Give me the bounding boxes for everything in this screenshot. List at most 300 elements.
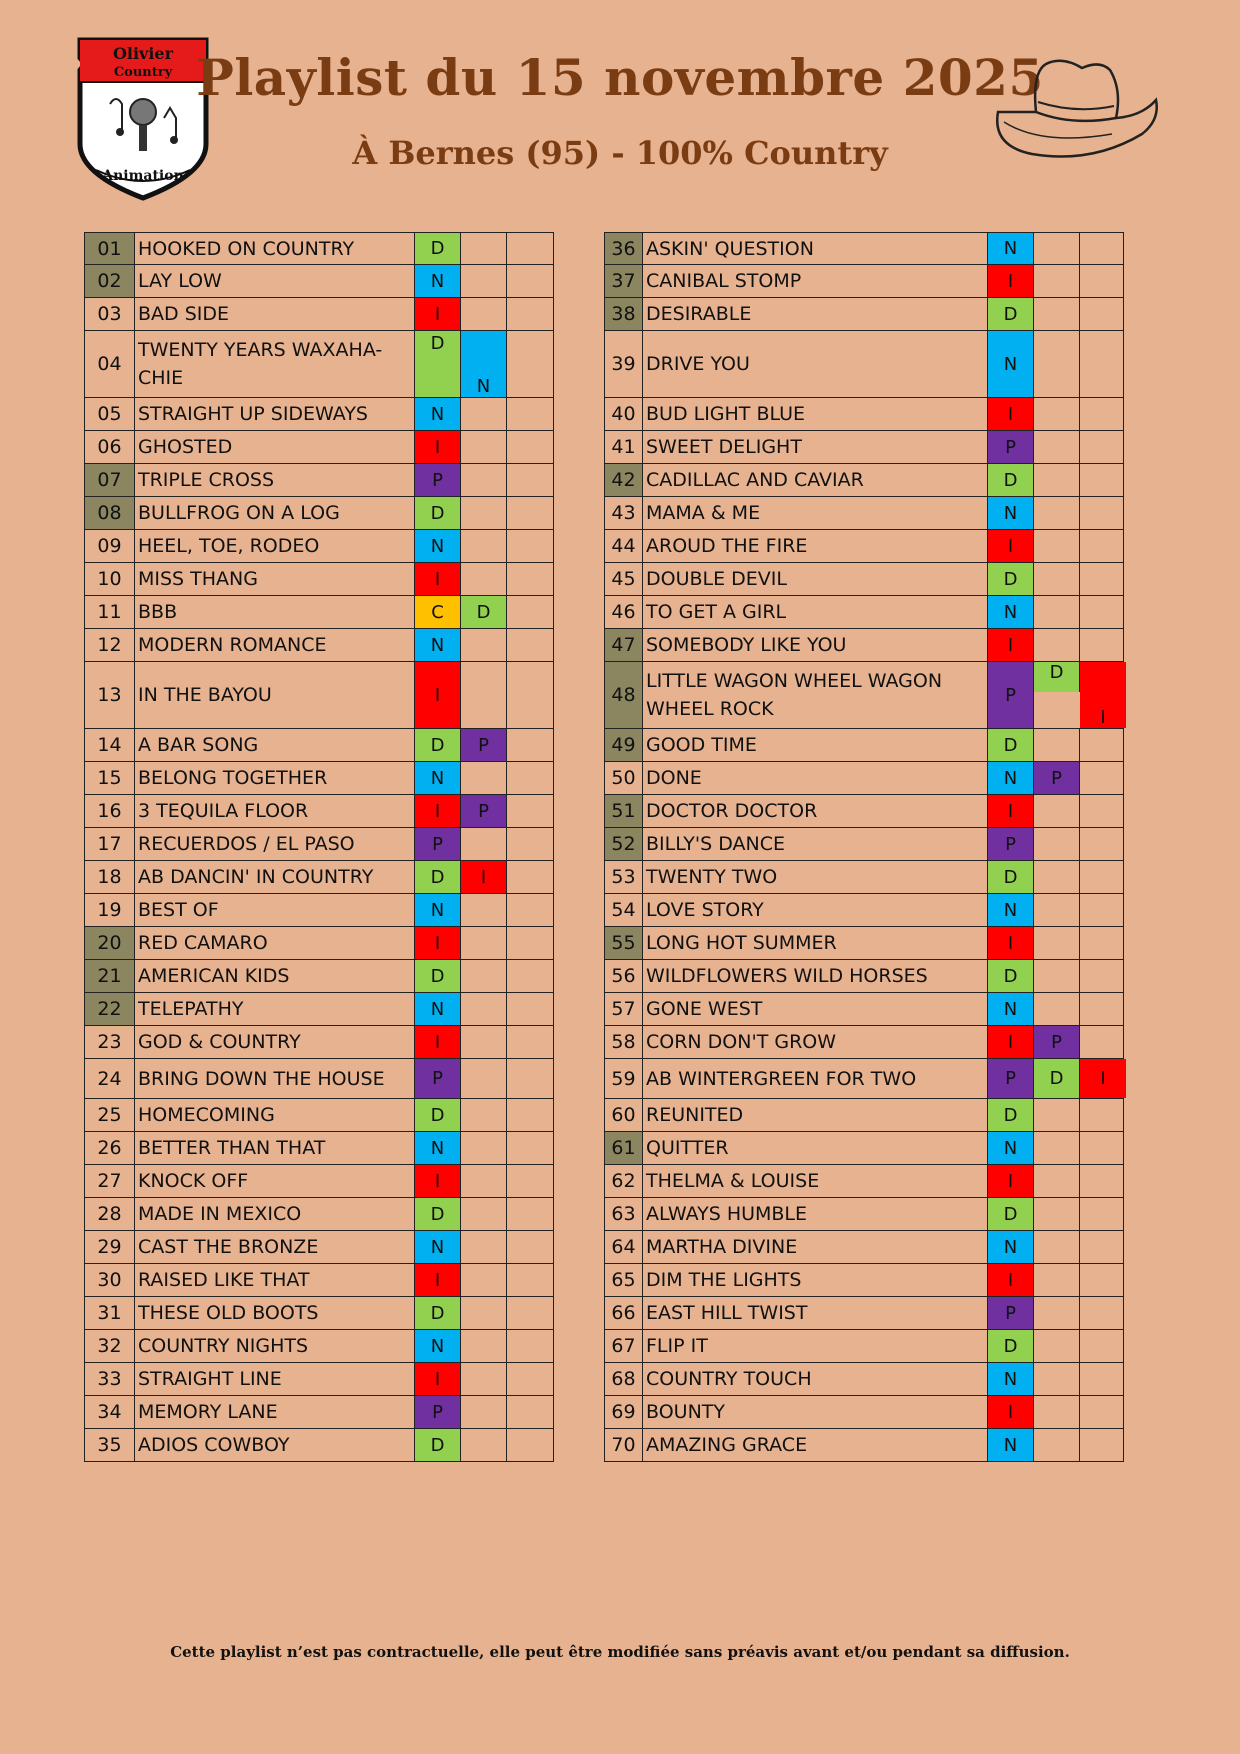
track-number: 17 (85, 828, 135, 860)
empty-badge-cell (507, 662, 553, 728)
playlist-row (84, 927, 554, 960)
playlist-row (84, 894, 554, 927)
track-title: REUNITED (643, 1099, 988, 1131)
dance-level-badge: I (988, 629, 1034, 661)
playlist-row (84, 1429, 554, 1462)
empty-badge-cell (1080, 1297, 1126, 1329)
empty-badge-cell (461, 530, 507, 562)
dance-level-badge: D (988, 729, 1034, 761)
empty-badge-cell (1080, 795, 1126, 827)
empty-badge-cell (507, 1330, 553, 1362)
track-number: 02 (85, 265, 135, 297)
track-number: 65 (605, 1264, 643, 1296)
dance-level-badge: P (1034, 762, 1080, 794)
track-number: 59 (605, 1059, 643, 1098)
track-number: 14 (85, 729, 135, 761)
empty-badge-cell (461, 233, 507, 264)
dance-level-badge: I (988, 927, 1034, 959)
track-title: BUD LIGHT BLUE (643, 398, 988, 430)
track-title: MEMORY LANE (135, 1396, 415, 1428)
track-title: COUNTRY NIGHTS (135, 1330, 415, 1362)
track-title: BAD SIDE (135, 298, 415, 330)
playlist-row (604, 464, 1124, 497)
track-title: RED CAMARO (135, 927, 415, 959)
empty-badge-cell (461, 1297, 507, 1329)
track-title: MISS THANG (135, 563, 415, 595)
empty-badge-cell (1080, 1099, 1126, 1131)
empty-badge-cell (507, 894, 553, 926)
dance-level-badge: D (415, 497, 461, 529)
dance-level-badge: P (988, 662, 1034, 728)
empty-badge-cell (461, 1264, 507, 1296)
track-number: 61 (605, 1132, 643, 1164)
playlist-row (604, 530, 1124, 563)
track-number: 07 (85, 464, 135, 496)
track-number: 28 (85, 1198, 135, 1230)
track-title: TRIPLE CROSS (135, 464, 415, 496)
dance-level-badge: I (415, 1026, 461, 1058)
empty-badge-cell (1034, 1264, 1080, 1296)
dance-level-badge: N (988, 596, 1034, 628)
empty-badge-cell (1034, 298, 1080, 330)
track-title: MAMA & ME (643, 497, 988, 529)
track-number: 05 (85, 398, 135, 430)
dance-level-badge: P (988, 1297, 1034, 1329)
track-title: LAY LOW (135, 265, 415, 297)
empty-badge-cell (1034, 431, 1080, 463)
empty-badge-cell (1080, 1198, 1126, 1230)
track-number: 52 (605, 828, 643, 860)
empty-badge-cell (1034, 828, 1080, 860)
track-number: 40 (605, 398, 643, 430)
dance-level-badge: P (988, 828, 1034, 860)
playlist-row (604, 662, 1124, 729)
dance-level-badge: P (988, 1059, 1034, 1098)
playlist-row (604, 232, 1124, 265)
track-title: TWENTY YEARS WAXAHA-CHIE (135, 331, 415, 397)
dance-level-badge: I (988, 265, 1034, 297)
track-number: 42 (605, 464, 643, 496)
track-number: 19 (85, 894, 135, 926)
playlist-row (604, 1231, 1124, 1264)
playlist-row (84, 298, 554, 331)
empty-badge-cell (1034, 960, 1080, 992)
track-number: 32 (85, 1330, 135, 1362)
track-title: FLIP IT (643, 1330, 988, 1362)
dance-level-badge: P (461, 795, 507, 827)
dance-level-badge: D (988, 1330, 1034, 1362)
dance-level-badge: I (988, 530, 1034, 562)
track-title: TO GET A GIRL (643, 596, 988, 628)
empty-badge-cell (461, 265, 507, 297)
dance-level-badge: I (988, 1165, 1034, 1197)
empty-badge-cell (461, 1099, 507, 1131)
track-title: AMERICAN KIDS (135, 960, 415, 992)
empty-badge-cell (1080, 1165, 1126, 1197)
empty-badge-cell (1034, 894, 1080, 926)
dance-level-badge: I (415, 927, 461, 959)
track-title: LITTLE WAGON WHEEL WAGON WHEEL ROCK (643, 662, 988, 728)
empty-badge-cell (507, 464, 553, 496)
dance-level-badge: D (415, 861, 461, 893)
playlist-row (604, 729, 1124, 762)
track-title: GOD & COUNTRY (135, 1026, 415, 1058)
track-number: 04 (85, 331, 135, 397)
track-number: 01 (85, 233, 135, 264)
empty-badge-cell (1080, 497, 1126, 529)
track-title: HOOKED ON COUNTRY (135, 233, 415, 264)
empty-badge-cell (1080, 762, 1126, 794)
track-number: 58 (605, 1026, 643, 1058)
track-number: 06 (85, 431, 135, 463)
cowboy-hat-icon (992, 50, 1162, 165)
track-title: QUITTER (643, 1132, 988, 1164)
track-title: BBB (135, 596, 415, 628)
empty-badge-cell (1034, 233, 1080, 264)
playlist-row (604, 1198, 1124, 1231)
track-title: SWEET DELIGHT (643, 431, 988, 463)
track-number: 22 (85, 993, 135, 1025)
dance-level-badge: D (988, 464, 1034, 496)
track-title: DOUBLE DEVIL (643, 563, 988, 595)
empty-badge-cell (507, 563, 553, 595)
empty-badge-cell (461, 298, 507, 330)
empty-badge-cell (507, 861, 553, 893)
track-number: 63 (605, 1198, 643, 1230)
empty-badge-cell (1034, 1429, 1080, 1461)
playlist-row (604, 431, 1124, 464)
track-number: 20 (85, 927, 135, 959)
empty-badge-cell (507, 927, 553, 959)
empty-badge-cell (507, 762, 553, 794)
dance-level-badge: P (461, 729, 507, 761)
empty-badge-cell (461, 1198, 507, 1230)
empty-badge-cell (1034, 398, 1080, 430)
track-title: MODERN ROMANCE (135, 629, 415, 661)
playlist-row (84, 795, 554, 828)
track-number: 53 (605, 861, 643, 893)
track-number: 54 (605, 894, 643, 926)
dance-level-badge: I (988, 1264, 1034, 1296)
empty-badge-cell (507, 1099, 553, 1131)
track-title: HEEL, TOE, RODEO (135, 530, 415, 562)
dance-level-badge: D (415, 960, 461, 992)
dance-level-badge: P (988, 431, 1034, 463)
track-title: A BAR SONG (135, 729, 415, 761)
playlist-row (84, 629, 554, 662)
playlist-row (84, 960, 554, 993)
track-title: CORN DON'T GROW (643, 1026, 988, 1058)
track-number: 26 (85, 1132, 135, 1164)
empty-badge-cell (507, 1429, 553, 1461)
track-number: 47 (605, 629, 643, 661)
track-title: BEST OF (135, 894, 415, 926)
track-title: STRAIGHT LINE (135, 1363, 415, 1395)
playlist-row (84, 1165, 554, 1198)
dance-level-badge: D (1034, 662, 1080, 692)
empty-badge-cell (1034, 1165, 1080, 1197)
playlist-row (604, 1026, 1124, 1059)
empty-badge-cell (507, 1231, 553, 1263)
empty-badge-cell (507, 398, 553, 430)
empty-badge-cell (1080, 1231, 1126, 1263)
track-number: 16 (85, 795, 135, 827)
empty-badge-cell (461, 960, 507, 992)
dance-level-badge: D (988, 563, 1034, 595)
dance-level-badge: N (988, 1132, 1034, 1164)
playlist-row (604, 960, 1124, 993)
playlist-row (604, 497, 1124, 530)
empty-badge-cell (1080, 1026, 1126, 1058)
playlist-row (84, 232, 554, 265)
dance-level-badge: N (415, 993, 461, 1025)
track-title: RAISED LIKE THAT (135, 1264, 415, 1296)
page-title: Playlist du 15 novembre 2025 (196, 48, 1044, 107)
playlist-row (84, 762, 554, 795)
empty-badge-cell (461, 828, 507, 860)
empty-badge-cell (461, 1165, 507, 1197)
empty-badge-cell (1034, 629, 1080, 661)
track-number: 57 (605, 993, 643, 1025)
dance-level-badge: D (1034, 1059, 1080, 1098)
dance-level-badge: I (988, 398, 1034, 430)
playlist-row (84, 828, 554, 861)
track-title: CADILLAC AND CAVIAR (643, 464, 988, 496)
playlist-row (84, 1363, 554, 1396)
track-number: 18 (85, 861, 135, 893)
dance-level-badge: D (988, 861, 1034, 893)
track-title: THELMA & LOUISE (643, 1165, 988, 1197)
dance-level-badge: N (461, 331, 507, 397)
track-number: 60 (605, 1099, 643, 1131)
playlist-row (84, 1059, 554, 1099)
track-title: STRAIGHT UP SIDEWAYS (135, 398, 415, 430)
track-title: DESIRABLE (643, 298, 988, 330)
playlist-row (604, 1363, 1124, 1396)
track-title: BILLY'S DANCE (643, 828, 988, 860)
empty-badge-cell (507, 993, 553, 1025)
empty-badge-cell (507, 265, 553, 297)
track-number: 38 (605, 298, 643, 330)
playlist-table-right (604, 232, 1124, 1462)
dance-level-badge: D (988, 298, 1034, 330)
dance-level-badge: D (415, 331, 461, 397)
empty-badge-cell (461, 464, 507, 496)
empty-badge-cell (1080, 729, 1126, 761)
playlist-row (84, 1132, 554, 1165)
track-title: THESE OLD BOOTS (135, 1297, 415, 1329)
track-number: 67 (605, 1330, 643, 1362)
empty-badge-cell (1080, 596, 1126, 628)
empty-badge-cell (461, 762, 507, 794)
empty-badge-cell (1034, 331, 1080, 397)
empty-badge-cell (1034, 795, 1080, 827)
dance-level-badge: N (415, 265, 461, 297)
playlist-row (84, 331, 554, 398)
empty-badge-cell (1080, 530, 1126, 562)
track-title: BELONG TOGETHER (135, 762, 415, 794)
empty-badge-cell (1034, 1132, 1080, 1164)
track-number: 39 (605, 331, 643, 397)
track-title: DOCTOR DOCTOR (643, 795, 988, 827)
dance-level-badge: D (415, 1297, 461, 1329)
empty-badge-cell (1080, 861, 1126, 893)
playlist-row (604, 927, 1124, 960)
playlist-row (84, 596, 554, 629)
dance-level-badge: D (415, 233, 461, 264)
dance-level-badge: N (415, 398, 461, 430)
empty-badge-cell (1080, 563, 1126, 595)
track-number: 50 (605, 762, 643, 794)
track-number: 46 (605, 596, 643, 628)
empty-badge-cell (507, 233, 553, 264)
empty-badge-cell (461, 927, 507, 959)
playlist-row (604, 1059, 1124, 1099)
playlist-row (604, 1165, 1124, 1198)
dance-level-badge: I (415, 563, 461, 595)
dance-level-badge: I (415, 662, 461, 728)
empty-badge-cell (1080, 927, 1126, 959)
track-title: CANIBAL STOMP (643, 265, 988, 297)
playlist-row (84, 1264, 554, 1297)
dance-level-badge: I (415, 1363, 461, 1395)
playlist-row (604, 563, 1124, 596)
dance-level-badge: N (988, 762, 1034, 794)
playlist-row (84, 1330, 554, 1363)
track-title: GHOSTED (135, 431, 415, 463)
track-number: 24 (85, 1059, 135, 1098)
empty-badge-cell (507, 497, 553, 529)
empty-badge-cell (507, 1264, 553, 1296)
track-title: MARTHA DIVINE (643, 1231, 988, 1263)
dance-level-badge: D (988, 1198, 1034, 1230)
dance-level-badge: N (415, 530, 461, 562)
track-number: 33 (85, 1363, 135, 1395)
empty-badge-cell (507, 1198, 553, 1230)
track-title: DONE (643, 762, 988, 794)
empty-badge-cell (507, 1396, 553, 1428)
empty-badge-cell (461, 1330, 507, 1362)
playlist-row (604, 265, 1124, 298)
track-number: 48 (605, 662, 643, 728)
track-title: ASKIN' QUESTION (643, 233, 988, 264)
empty-badge-cell (507, 1165, 553, 1197)
empty-badge-cell (461, 993, 507, 1025)
dance-level-badge: I (988, 1396, 1034, 1428)
playlist-row (604, 1264, 1124, 1297)
empty-badge-cell (461, 1059, 507, 1098)
empty-badge-cell (461, 563, 507, 595)
empty-badge-cell (1034, 1297, 1080, 1329)
playlist-row (84, 729, 554, 762)
empty-badge-cell (1034, 596, 1080, 628)
dance-level-badge: I (1080, 1059, 1126, 1098)
dance-level-badge: N (415, 894, 461, 926)
empty-badge-cell (461, 1132, 507, 1164)
playlist-row (84, 398, 554, 431)
dance-level-badge: P (415, 1059, 461, 1098)
empty-badge-cell (461, 1231, 507, 1263)
playlist-row (604, 1132, 1124, 1165)
playlist-row (604, 795, 1124, 828)
track-title: AMAZING GRACE (643, 1429, 988, 1461)
empty-badge-cell (1080, 1363, 1126, 1395)
empty-badge-cell (507, 596, 553, 628)
playlist-row (84, 1231, 554, 1264)
track-number: 08 (85, 497, 135, 529)
dance-level-badge: N (415, 1231, 461, 1263)
empty-badge-cell (1080, 960, 1126, 992)
dance-level-badge: P (1034, 1026, 1080, 1058)
track-title: MADE IN MEXICO (135, 1198, 415, 1230)
empty-badge-cell (1080, 265, 1126, 297)
empty-badge-cell (1080, 331, 1126, 397)
empty-badge-cell (1034, 265, 1080, 297)
empty-badge-cell (1080, 1132, 1126, 1164)
track-number: 69 (605, 1396, 643, 1428)
track-number: 70 (605, 1429, 643, 1461)
track-number: 36 (605, 233, 643, 264)
empty-badge-cell (1080, 398, 1126, 430)
empty-badge-cell (507, 298, 553, 330)
empty-badge-cell (461, 1429, 507, 1461)
dance-level-badge: I (415, 1264, 461, 1296)
playlist-row (84, 265, 554, 298)
empty-badge-cell (507, 1026, 553, 1058)
playlist-row (84, 464, 554, 497)
track-number: 30 (85, 1264, 135, 1296)
playlist-row (604, 1099, 1124, 1132)
track-title: IN THE BAYOU (135, 662, 415, 728)
track-title: BETTER THAN THAT (135, 1132, 415, 1164)
dance-level-badge: N (988, 331, 1034, 397)
empty-badge-cell (1034, 563, 1080, 595)
playlist-row (84, 1099, 554, 1132)
track-title: GOOD TIME (643, 729, 988, 761)
track-title: KNOCK OFF (135, 1165, 415, 1197)
track-title: AROUD THE FIRE (643, 530, 988, 562)
track-title: HOMECOMING (135, 1099, 415, 1131)
playlist-row (84, 993, 554, 1026)
dance-level-badge: D (988, 1099, 1034, 1131)
empty-badge-cell (507, 629, 553, 661)
playlist-table-left (84, 232, 554, 1462)
dance-level-badge: N (988, 1231, 1034, 1263)
track-number: 34 (85, 1396, 135, 1428)
track-title: COUNTRY TOUCH (643, 1363, 988, 1395)
empty-badge-cell (1080, 1429, 1126, 1461)
empty-badge-cell (461, 662, 507, 728)
empty-badge-cell (1034, 1198, 1080, 1230)
empty-badge-cell (1080, 894, 1126, 926)
track-title: RECUERDOS / EL PASO (135, 828, 415, 860)
track-number: 64 (605, 1231, 643, 1263)
playlist-row (84, 1297, 554, 1330)
empty-badge-cell (507, 530, 553, 562)
empty-badge-cell (1034, 1396, 1080, 1428)
track-title: AB WINTERGREEN FOR TWO (643, 1059, 988, 1098)
empty-badge-cell (1034, 729, 1080, 761)
dance-level-badge: I (988, 1026, 1034, 1058)
playlist-row (604, 894, 1124, 927)
dance-level-badge: N (988, 1363, 1034, 1395)
track-number: 23 (85, 1026, 135, 1058)
playlist-row (604, 596, 1124, 629)
track-title: DRIVE YOU (643, 331, 988, 397)
disclaimer-footer: Cette playlist n’est pas contractuelle, elle peut être modifiée sans préavis avant et/ou pendant sa diffusion. (170, 1643, 1070, 1661)
dance-level-badge: D (415, 1099, 461, 1131)
dance-level-badge: I (415, 431, 461, 463)
